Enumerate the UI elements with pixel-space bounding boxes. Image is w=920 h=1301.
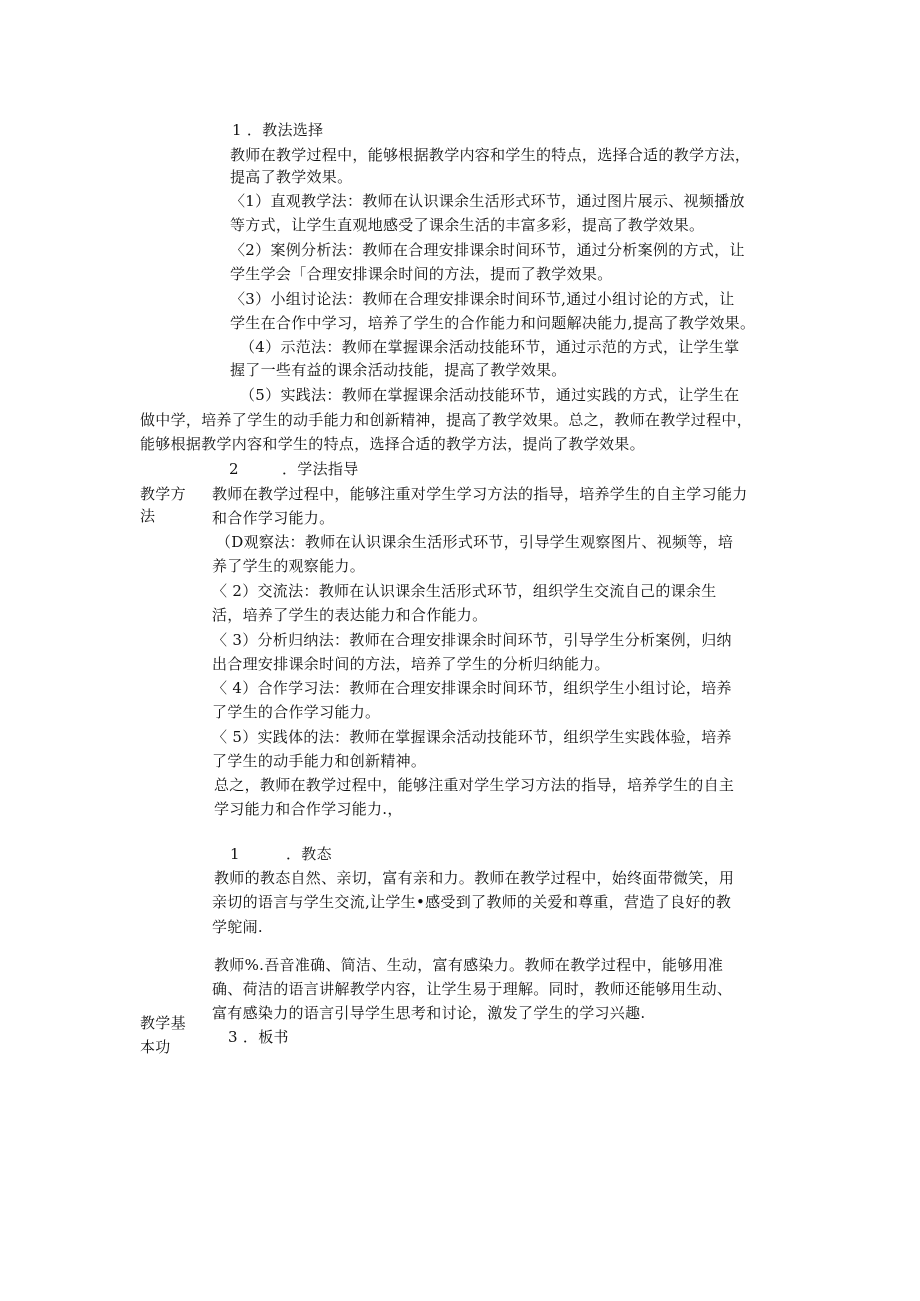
paragraph-line: 〈 2）交流法：教师在认识课余生活形式环节，组织学生交流自己的课余生 [212, 582, 717, 600]
paragraph-line: 教师的教态自然、亲切，富有亲和力。教师在教学过程中，始终面带微笑，用 [214, 869, 735, 887]
paragraph-line: 〈 4）合作学习法：教师在合理安排课余时间环节，组织学生小组讨论，培养 [212, 679, 732, 697]
paragraph-line: 教师在教学过程中，能够根据教学内容和学生的特点，选择合适的教学方法， [230, 146, 751, 164]
paragraph-line: （4）示范法：教师在掌握课余活动技能环节，通过示范的方式，让学生掌 [240, 338, 740, 356]
paragraph-line: 教师在教学过程中，能够注重对学生学习方法的指导，培养学生的自主学习能力 [212, 485, 748, 503]
paragraph-line: 学生学会「合理安排课余时间的方法，提而了教学效果。 [230, 265, 613, 283]
paragraph-line: 〈 3）分析归纳法：教师在合理安排课余时间环节，引导学生分析案例，归纳 [212, 631, 732, 649]
paragraph-line: 学生在合作中学习，培养了学生的合作能力和问题解决能力,提高了教学效果。 [230, 314, 756, 332]
row-label: 法 [140, 507, 156, 525]
section-heading-teaching-method-selection: 1 ．教法选择 [232, 121, 324, 139]
section-heading-learning-guidance: ．学法指导 [282, 460, 359, 478]
paragraph-line: 亲切的语言与学生交流,让学生•感受到了教师的关爱和尊重，营造了良好的教 [212, 893, 732, 911]
paragraph-line: 教师%.吾音准确、简洁、生动，富有感染力。教师在教学过程中，能够用准 [214, 956, 724, 974]
paragraph-line: 和合作学习能力。 [212, 509, 335, 527]
section-number: 2 [229, 460, 239, 478]
paragraph-line: 学鸵闹. [212, 918, 263, 936]
paragraph-line: 富有感染力的语言引导学生思考和讨论，激发了学生的学习兴趣. [212, 1004, 646, 1022]
paragraph-line: （5）实践法：教师在掌握课余活动技能环节，通过实践的方式，让学生在 [240, 386, 740, 404]
paragraph-line: 能够根据教学内容和学生的特点，选择合适的教学方法，提尚了教学效果。 [140, 435, 645, 453]
row-label: 本功 [140, 1038, 171, 1056]
paragraph-line: 出合理安排课余时间的方法，培养了学生的分析归纳能力。 [212, 655, 610, 673]
paragraph-line: 了学生的动手能力和创新精神。 [212, 752, 427, 770]
paragraph-line: （D观察法：教师在认识课余生活形式环节，引导学生观察图片、视频等，培 [216, 533, 734, 551]
section-heading-teaching-manner: ．教态 [286, 845, 332, 863]
paragraph-line: 〈3）小组讨论法：教师在合理安排课余时间环节,通过小组讨论的方式，让 [230, 290, 735, 308]
paragraph-line: 握了一些有益的课余活动技能，提高了教学效果。 [230, 361, 567, 379]
paragraph-line: 做中学，培养了学生的动手能力和创新精神，提高了教学效果。总之，教师在教学过程中， [140, 411, 753, 429]
paragraph-line: 养了学生的观察能力。 [212, 557, 366, 575]
section-number: 1 [230, 845, 240, 863]
row-label: 教学基 [140, 1014, 186, 1032]
paragraph-line: 总之，教师在教学过程中，能够注重对学生学习方法的指导，培养学生的自主 [214, 776, 735, 794]
paragraph-line: 提高了教学效果。 [230, 168, 353, 186]
subsection-heading-blackboard: 3 ．板书 [228, 1028, 289, 1046]
paragraph-line: 确、荷洁的语言讲解教学内容，让学生易于理解。同时，教师还能够用生动、 [212, 980, 733, 998]
paragraph-line: 活，培养了学生的表达能力和合作能力。 [212, 606, 488, 624]
paragraph-line: 〈 5）实践体的法：教师在掌握课余活动技能环节，组织学生实践体验，培养 [212, 728, 732, 746]
row-label: 教学方 [140, 485, 186, 503]
paragraph-line: 等方式，让学生直观地感受了课余生活的丰富多彩，提高了教学效果。 [230, 216, 705, 234]
paragraph-line: 学习能力和合作学习能力.， [214, 800, 403, 818]
paragraph-line: 了学生的合作学习能力。 [212, 703, 381, 721]
paragraph-line: 〈2）案例分析法：教师在合理安排课余时间环节，通过分析案例的方式，让 [230, 241, 745, 259]
paragraph-line: 〈1）直观教学法：教师在认识课余生活形式环节，通过图片展示、视频播放 [230, 192, 745, 210]
